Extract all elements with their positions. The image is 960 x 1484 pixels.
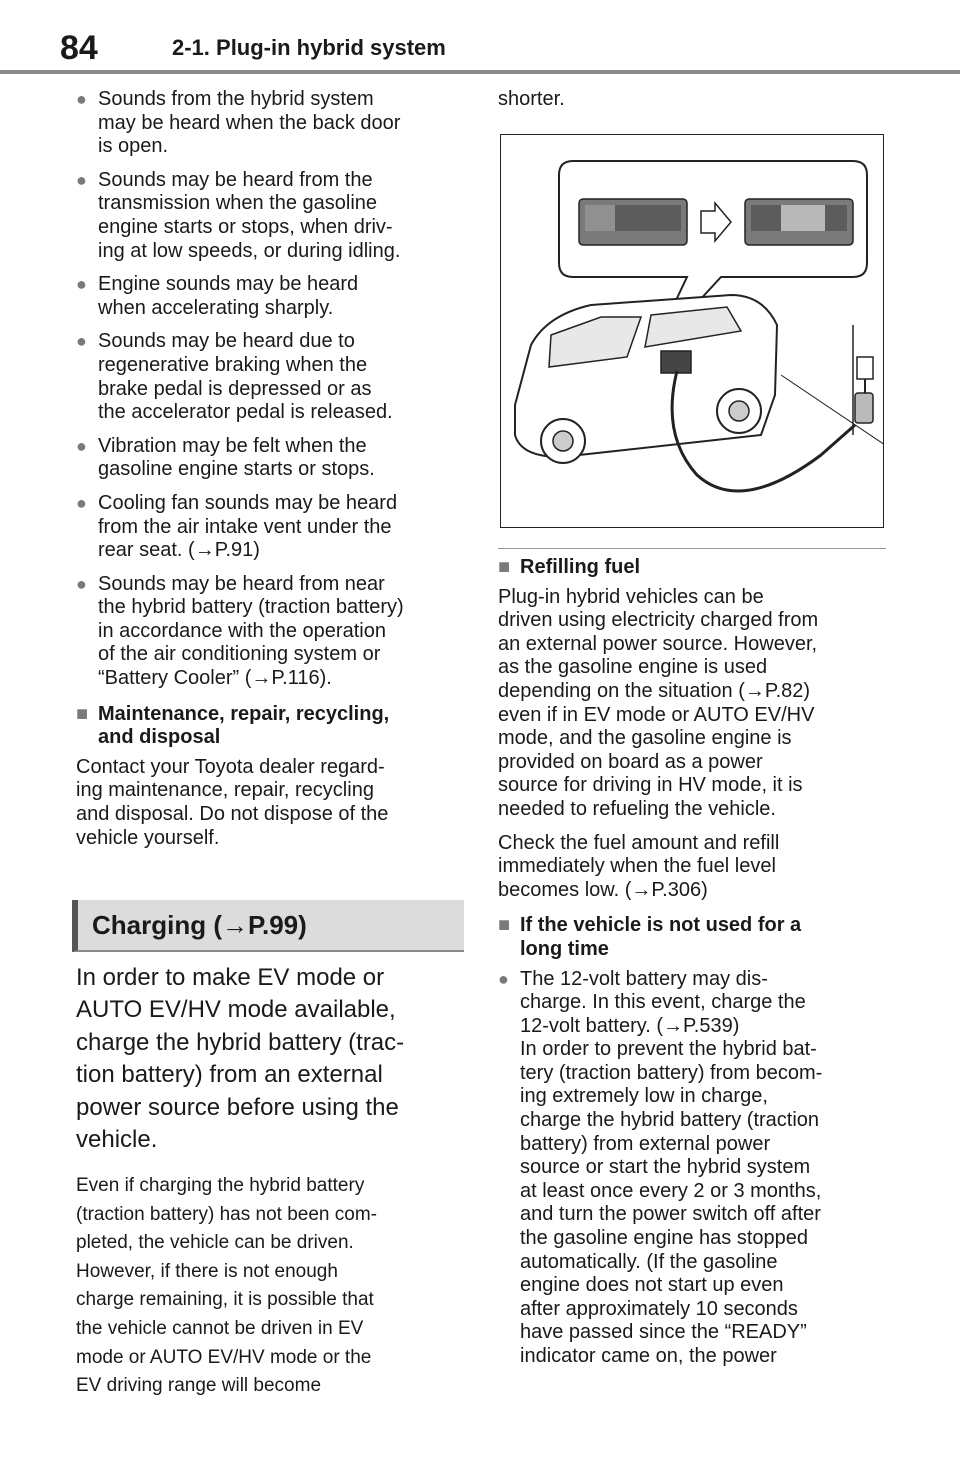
charging-section-title [72,900,464,952]
charging-title: Charging (→P.99) [92,910,307,940]
refill-text: Plug-in hybrid vehicles can be driven using electricity charged from an external power source. However, as the gasoline engine is used depending on the situation (→P.82) even if in EV mode or AUTO EV/HV mode, and the gasoline engine is provided on board as a power source for driving in HV mode, it is needed to refueling the vehicle. [498,585,819,820]
bullet-dot-icon: ● [76,169,87,190]
page-number: 84 [60,29,98,67]
bullet-dot-icon: ● [76,573,87,594]
figure-divider [498,548,886,549]
sound-bullets-list [76,88,468,691]
list-item: ● Cooling fan sounds may be heard from the air intake vent under the rear seat. (→P.91) [76,491,398,562]
unused-heading: ■ If the vehicle is not used for a long time [498,914,802,960]
list-item: ● Sounds may be heard from the transmission when the gasoline engine starts or stops, when driv- ing at low speeds, or during idling. [76,168,401,262]
section-title: 2-1. Plug-in hybrid system [172,35,446,60]
charging-lead-text: In order to make EV mode or AUTO EV/HV mode available, charge the hybrid battery (trac- tion battery) from an external power source before using the vehicle. [76,964,405,1154]
vehicle-charging-illustration [501,135,884,528]
bullet-dot-icon: ● [76,492,87,513]
bullet-dot-icon: ● [76,274,87,295]
bullet-dot-icon: ● [498,968,509,989]
list-item: ● Sounds may be heard from near the hybrid battery (traction battery) in accordance with the operation of the air conditioning system or “Battery Cooler” (→P.116). [76,572,404,690]
list-item: ● Vibration may be felt when the gasoline engine starts or stops. [76,434,375,481]
right-column-lower [498,556,890,1379]
bullet-dot-icon: ● [76,89,87,109]
header-rule [0,70,960,74]
list-item: ● Sounds may be heard due to regenerative braking when the brake pedal is depressed or as the accelerator pedal is released. [76,330,393,424]
maintenance-heading: ■ Maintenance, repair, recycling, and disposal [76,702,390,749]
refill-heading: ■ Refilling fuel [498,556,640,578]
left-column [76,88,468,860]
charging-illustration [500,134,884,528]
unused-bullet: ● The 12-volt battery may dis- charge. In this event, charge the 12-volt battery. (→P.539) In order to prevent the hybrid bat- tery (traction battery) from becom- ing extremely low in charge, charge the hybrid battery (traction battery) from external power source or start the hybrid system at least once every 2 or 3 months, and turn the power switch off after the gasoline engine has stopped automatically. (If the gasoline engine does not start up even after approximately 10 seconds have passed since the “READY” indicator came on, the power [498,967,823,1367]
square-marker-icon: ■ [76,702,89,725]
right-column [498,88,890,122]
maintenance-text: Contact your Toyota dealer regard- ing maintenance, repair, recycling and disposal. Do not dispose of the vehicle yourself. [76,755,389,849]
bullet-dot-icon: ● [76,331,87,352]
list-item: ● Engine sounds may be heard when accelerating sharply. [76,273,359,319]
list-item: ● Sounds from the hybrid system may be heard when the back door is open. [76,88,401,158]
charging-body-text: Even if charging the hybrid battery (traction battery) has not been com- pleted, the vehicle can be driven. However, if there is not enough charge remaining, it is possible that the vehicle cannot be driven in EV mode or AUTO EV/HV mode or the EV driving range will become [76,1175,377,1397]
page-header [0,0,960,76]
bullet-dot-icon: ● [76,435,87,456]
square-marker-icon: ■ [498,556,511,578]
continued-text: shorter. [498,88,565,110]
refill-text-2: Check the fuel amount and refill immediately when the fuel level becomes low. (→P.306) [498,831,780,901]
square-marker-icon: ■ [498,914,511,937]
